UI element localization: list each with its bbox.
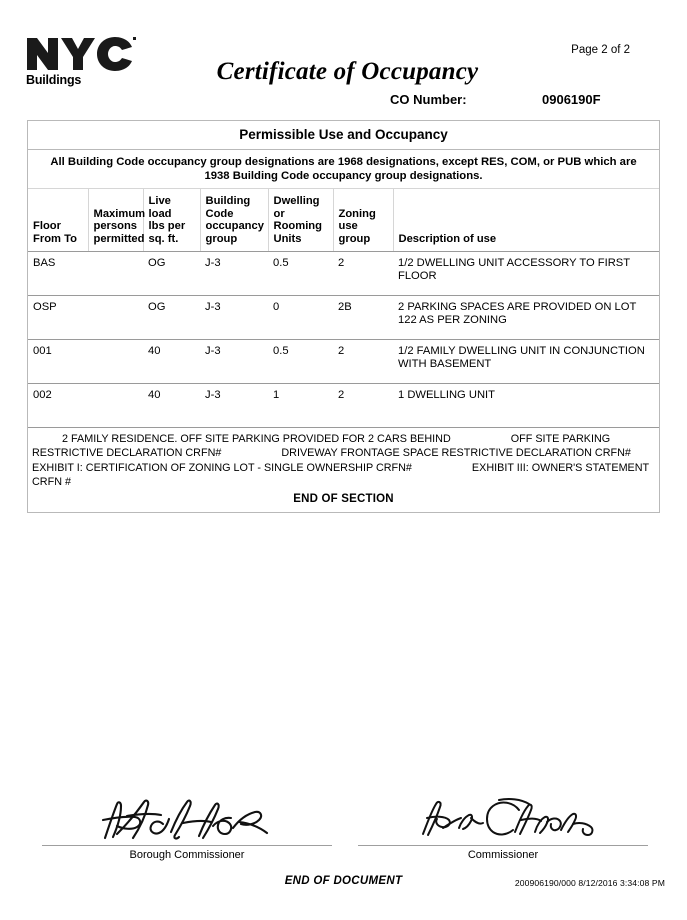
cell-live-load: OG — [143, 295, 200, 339]
occupancy-designation-note: All Building Code occupancy group designations are 1968 designations, except RES, COM, or PUB which are 1938 Building Code occupancy group designations. — [28, 150, 659, 189]
cell-dwelling-units: 0 — [268, 295, 333, 339]
cell-description: 1/2 FAMILY DWELLING UNIT IN CONJUNCTION WITH BASEMENT — [393, 339, 659, 383]
signature-icon — [403, 790, 603, 845]
column-header-dwelling-units: Dwelling or Rooming Units — [268, 189, 333, 251]
cell-max-persons — [88, 383, 143, 427]
signature-area — [0, 790, 687, 865]
commissioner-label: Commissioner — [467, 849, 539, 861]
column-header-max-persons: Maximum persons permitted — [88, 189, 143, 251]
cell-live-load: 40 — [143, 383, 200, 427]
permissible-use-panel — [27, 120, 673, 513]
cell-description: 1/2 DWELLING UNIT ACCESSORY TO FIRST FLOOR — [393, 251, 659, 295]
cell-live-load: OG — [143, 251, 200, 295]
signature-icon — [87, 790, 287, 845]
end-of-document-label: END OF DOCUMENT — [284, 875, 403, 887]
end-of-section-label: END OF SECTION — [293, 492, 394, 505]
cell-building-code-group: J-3 — [200, 251, 268, 295]
column-header-live-load: Live load lbs per sq. ft. — [143, 189, 200, 251]
cell-zoning-use-group: 2 — [333, 251, 393, 295]
borough-commissioner-label: Borough Commissioner — [129, 849, 245, 861]
cell-max-persons — [88, 295, 143, 339]
logo-subtitle: Buildings — [26, 73, 82, 87]
cell-dwelling-units: 1 — [268, 383, 333, 427]
cell-floor: OSP — [28, 295, 88, 339]
column-header-building-code-group: Building Code occupancy group — [200, 189, 268, 251]
column-header-floor: Floor From To — [28, 189, 88, 251]
document-header — [0, 0, 687, 115]
page-indicator: Page 2 of 2 — [571, 44, 630, 56]
cell-dwelling-units: 0.5 — [268, 251, 333, 295]
cell-building-code-group: J-3 — [200, 295, 268, 339]
cell-max-persons — [88, 339, 143, 383]
remarks-text: 2 FAMILY RESIDENCE. OFF SITE PARKING PROVIDED FOR 2 CARS BEHIND OFF SITE PARKING RESTRICTIVE DECLARATION CRFN# DRIVEWAY FRONTAGE SPACE RESTRICTIVE DECLARATION CRFN# EXHIBIT I: CERTIFICATION OF ZONING LOT - SINGLE OWNERSHIP CRFN# EXHIBIT III: OWNER'S STATEMENT CRFN # — [32, 432, 673, 488]
cell-zoning-use-group: 2B — [333, 295, 393, 339]
cell-description: 2 PARKING SPACES ARE PROVIDED ON LOT 122 AS PER ZONING — [393, 295, 659, 339]
cell-zoning-use-group: 2 — [333, 339, 393, 383]
cell-floor: 001 — [28, 339, 88, 383]
occupancy-table — [28, 189, 659, 428]
table-row — [28, 339, 659, 383]
cell-live-load: 40 — [143, 339, 200, 383]
column-header-description: Description of use — [393, 189, 659, 251]
commissioner-signature-image — [358, 790, 648, 845]
column-header-zoning-use-group: Zoning use group — [333, 189, 393, 251]
cell-dwelling-units: 0.5 — [268, 339, 333, 383]
cell-max-persons — [88, 251, 143, 295]
cell-building-code-group: J-3 — [200, 383, 268, 427]
table-row — [28, 251, 659, 295]
cell-zoning-use-group: 2 — [333, 383, 393, 427]
commissioner-signature-block — [358, 790, 648, 861]
page-title: Certificate of Occupancy — [216, 58, 479, 85]
co-number-value: 0906190F — [542, 92, 601, 107]
co-number-label: CO Number: — [390, 92, 467, 107]
table-row — [28, 383, 659, 427]
cell-floor: 002 — [28, 383, 88, 427]
document-stamp: 200906190/000 8/12/2016 3:34:08 PM — [514, 878, 665, 888]
borough-commissioner-signature-image — [42, 790, 332, 845]
cell-building-code-group: J-3 — [200, 339, 268, 383]
cell-floor: BAS — [28, 251, 88, 295]
borough-commissioner-signature-block — [42, 790, 332, 861]
table-row — [28, 295, 659, 339]
table-header-row — [28, 189, 659, 251]
panel-title: Permissible Use and Occupancy — [28, 121, 659, 150]
cell-description: 1 DWELLING UNIT — [393, 383, 659, 427]
